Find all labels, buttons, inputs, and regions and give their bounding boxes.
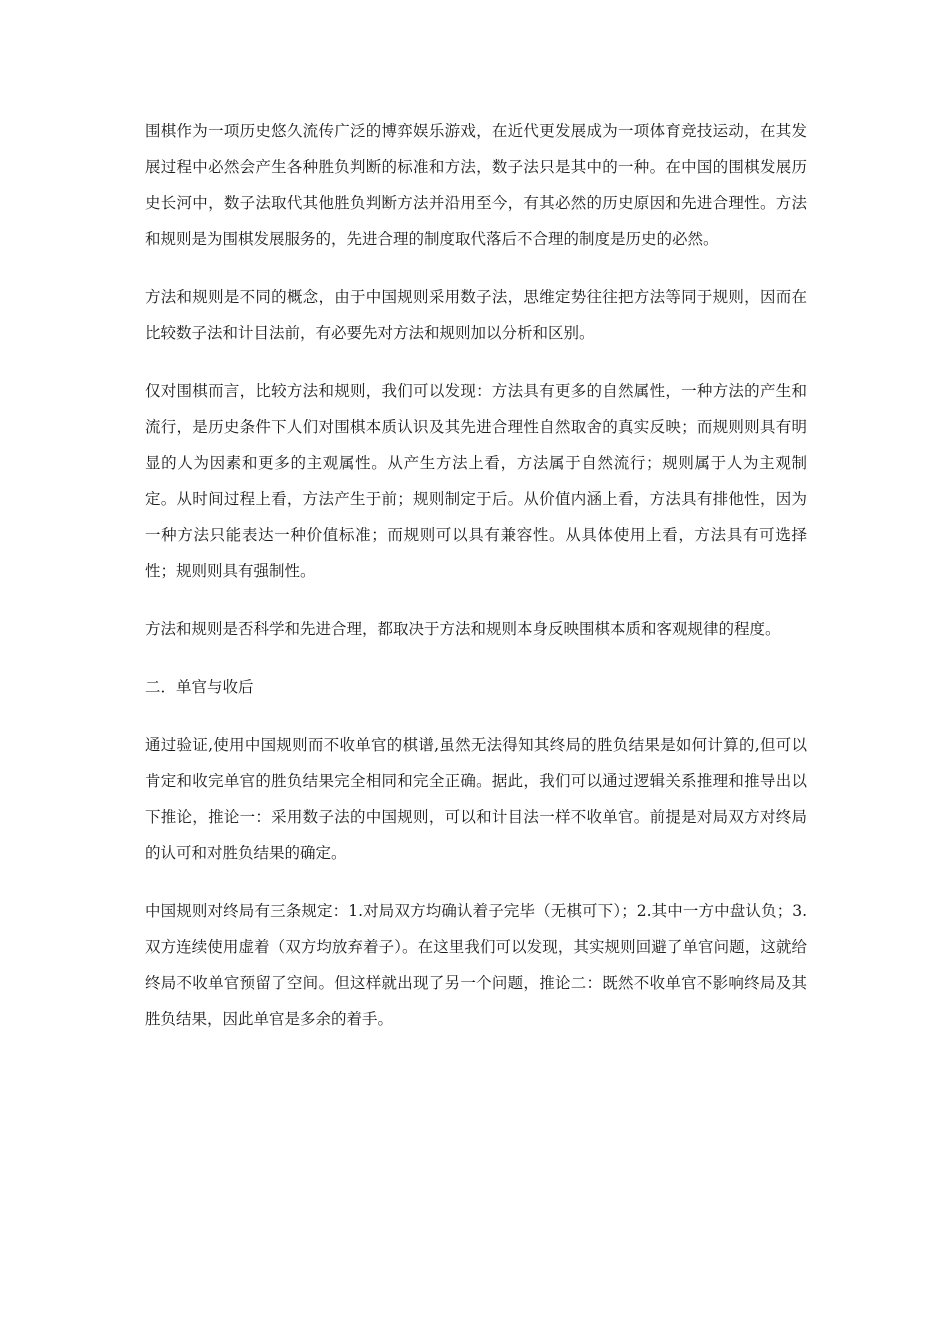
document-body xyxy=(145,113,807,1059)
paragraph-5: 通过验证,使用中国规则而不收单官的棋谱,虽然无法得知其终局的胜负结果是如何计算的,但可以肯定和收完单官的胜负结果完全相同和完全正确。据此，我们可以通过逻辑关系推理和推导出以下推论，推论一：采用数子法的中国规则，可以和计目法一样不收单官。前提是对局双方对终局的认可和对胜负结果的确定。 xyxy=(145,736,807,862)
paragraph-3: 仅对围棋而言，比较方法和规则，我们可以发现：方法具有更多的自然属性，一种方法的产生和流行，是历史条件下人们对围棋本质认识及其先进合理性自然取舍的真实反映；而规则则具有明显的人为因素和更多的主观属性。从产生方法上看，方法属于自然流行；规则属于人为主观制定。从时间过程上看，方法产生于前；规则制定于后。从价值内涵上看，方法具有排他性，因为一种方法只能表达一种价值标准；而规则可以具有兼容性。从具体使用上看，方法具有可选择性；规则则具有强制性。 xyxy=(145,382,807,580)
paragraph-4: 方法和规则是否科学和先进合理，都取决于方法和规则本身反映围棋本质和客观规律的程度。 xyxy=(145,620,781,638)
paragraph-1: 围棋作为一项历史悠久流传广泛的博弈娱乐游戏，在近代更发展成为一项体育竞技运动，在其发展过程中必然会产生各种胜负判断的标准和方法，数子法只是其中的一种。在中国的围棋发展历史长河中，数子法取代其他胜负判断方法并沿用至今，有其必然的历史原因和先进合理性。方法和规则是为围棋发展服务的，先进合理的制度取代落后不合理的制度是历史的必然。 xyxy=(145,122,807,248)
paragraph-2: 方法和规则是不同的概念，由于中国规则采用数子法，思维定势往往把方法等同于规则，因而在比较数子法和计目法前，有必要先对方法和规则加以分析和区别。 xyxy=(145,288,807,342)
paragraph-6: 中国规则对终局有三条规定：1.对局双方均确认着子完毕（无棋可下）；2.其中一方中盘认负；3.双方连续使用虚着（双方均放弃着子）。在这里我们可以发现，其实规则回避了单官问题，这就给终局不收单官预留了空间。但这样就出现了另一个问题，推论二：既然不收单官不影响终局及其胜负结果，因此单官是多余的着手。 xyxy=(145,902,807,1028)
section-heading: 二．单官与收后 xyxy=(145,678,254,696)
